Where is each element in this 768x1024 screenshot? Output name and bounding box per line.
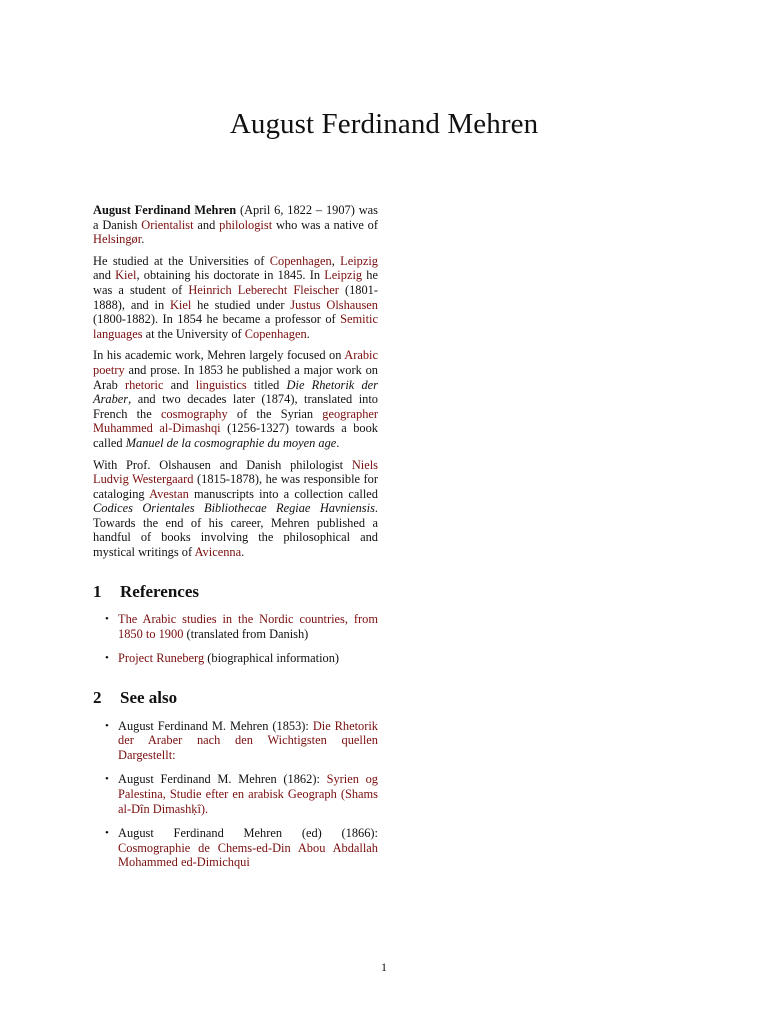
text: August Ferdinand M. Mehren (1853): <box>118 718 313 733</box>
text: (1801-1888), and in <box>93 282 378 312</box>
education-paragraph <box>93 254 378 342</box>
work-paragraph <box>93 348 378 450</box>
section-title: References <box>120 581 199 601</box>
link-orientalist[interactable]: Orientalist <box>141 217 194 232</box>
link-avestan[interactable]: Avestan <box>149 486 189 501</box>
text: who was a native of <box>272 217 378 232</box>
link-al-dimashqi[interactable]: geographer Muhammed al-Dimashqi <box>93 406 379 436</box>
text: and <box>163 377 196 392</box>
link-philologist[interactable]: philologist <box>219 217 273 232</box>
text: and prose. In 1853 he published a major work on Arab <box>93 362 378 392</box>
see-also-list <box>93 719 378 870</box>
link-leipzig[interactable]: Leipzig <box>340 253 378 268</box>
link-westergaard[interactable]: Niels Ludvig Westergaard <box>93 457 378 487</box>
link-cosmography[interactable]: cosmography <box>160 406 228 421</box>
text: , and two decades later (1874), translated into French the <box>93 392 378 421</box>
list-item <box>93 772 378 816</box>
text: In his academic work, Mehren largely focused on <box>93 348 345 363</box>
text: at the University of <box>142 326 245 341</box>
text: He studied at the Universities of <box>93 253 270 268</box>
bullet-icon: • <box>105 719 109 732</box>
text: titled <box>246 377 287 392</box>
references-heading <box>93 581 378 601</box>
link-olshausen[interactable]: Justus Olshausen <box>290 297 378 312</box>
link-rhetoric[interactable]: rhetoric <box>124 377 164 392</box>
book-title: Die Rhetorik der Araber <box>93 377 378 407</box>
page-title: August Ferdinand Mehren <box>229 108 539 140</box>
section-number: 2 <box>93 688 102 708</box>
bullet-icon: • <box>105 827 109 840</box>
collection-title: Codices Orientales Bibliothecae Regiae Havniensis <box>93 501 375 516</box>
link-copenhagen[interactable]: Copenhagen <box>244 326 307 341</box>
reference-link[interactable]: Project Runeberg <box>118 651 205 666</box>
text: , obtaining his doctorate in 1845. In <box>136 268 325 283</box>
section-title: See also <box>120 688 178 708</box>
text: August Ferdinand Mehren (ed) (1866): <box>118 826 378 841</box>
bullet-icon: • <box>105 613 109 626</box>
bullet-icon: • <box>105 652 109 665</box>
text: . <box>336 435 340 450</box>
text: he was a student of <box>93 268 378 297</box>
link-kiel[interactable]: Kiel <box>115 268 137 283</box>
see-also-link[interactable]: Die Rhetorik der Araber nach den Wichtigsten quellen Dargestellt: <box>118 718 378 762</box>
section-number: 1 <box>93 581 102 601</box>
link-fleischer[interactable]: Heinrich Leberecht Fleischer <box>188 282 339 297</box>
text: (1256-1327) towards a book called <box>93 421 379 450</box>
intro-paragraph <box>93 203 378 247</box>
text: . Towards the end of his career, Mehren published a handful of books involving the philosophical and mystical writings of <box>93 501 378 560</box>
list-item <box>93 826 378 870</box>
text: With Prof. Olshausen and Danish philologist <box>93 457 352 472</box>
book-title: Manuel de la cosmographie du moyen age <box>125 435 337 450</box>
link-kiel[interactable]: Kiel <box>169 297 192 312</box>
link-helsingor[interactable]: Helsingør <box>93 232 142 247</box>
text: . <box>241 545 245 560</box>
text: (1800-1882). In 1854 he became a professor of <box>93 312 341 327</box>
bullet-icon: • <box>105 773 109 786</box>
article-subject: August Ferdinand Mehren <box>93 203 237 217</box>
reference-link[interactable]: The Arabic studies in the Nordic countries, from 1850 to 1900 <box>118 612 378 641</box>
link-arabic-poetry[interactable]: Arabic poetry <box>93 348 378 377</box>
text: (biographical information) <box>204 651 340 666</box>
text: . <box>141 232 145 247</box>
list-item <box>93 651 378 666</box>
later-paragraph <box>93 458 378 560</box>
references-list <box>93 612 378 666</box>
see-also-link[interactable]: Cosmographie de Chems-ed-Din Abou Abdallah Mohammed ed-Dimichqui <box>118 840 378 870</box>
see-also-link[interactable]: Syrien og Palestina, Studie efter en arabisk Geograph (Shams al-Dîn Dimashḳî). <box>118 772 378 816</box>
text: and <box>93 268 116 283</box>
list-item <box>93 612 378 641</box>
link-avicenna[interactable]: Avicenna <box>194 545 242 560</box>
page-number: 1 <box>381 960 387 974</box>
text: . <box>306 326 310 341</box>
link-linguistics[interactable]: linguistics <box>195 377 247 392</box>
text: (translated from Danish) <box>183 626 309 641</box>
article-body <box>93 203 378 880</box>
text: August Ferdinand M. Mehren (1862): <box>118 772 327 787</box>
text: manuscripts into a collection called <box>188 486 378 501</box>
text: , <box>331 253 341 268</box>
see-also-heading <box>93 688 378 708</box>
link-copenhagen[interactable]: Copenhagen <box>269 253 332 268</box>
text: (April 6, 1822 – 1907) was a Danish <box>93 203 378 232</box>
text: (1815-1878), he was responsible for cataloging <box>93 472 378 501</box>
text: and <box>193 217 220 232</box>
link-leipzig[interactable]: Leipzig <box>324 268 363 283</box>
text: of the Syrian <box>227 406 323 421</box>
text: he studied under <box>191 297 291 312</box>
list-item <box>93 719 378 763</box>
link-semitic-languages[interactable]: Semitic languages <box>93 312 378 341</box>
